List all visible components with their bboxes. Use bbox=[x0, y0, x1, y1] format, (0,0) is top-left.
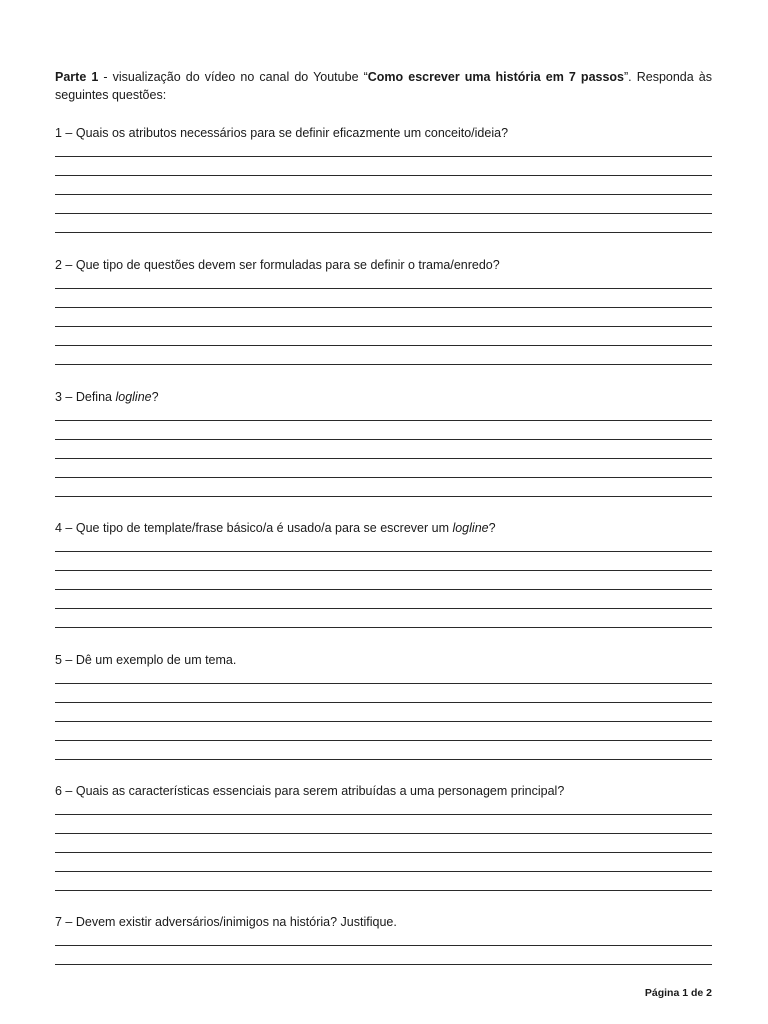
question-5 bbox=[55, 652, 712, 668]
question-2-prefix: 2 – Que tipo de questões devem ser formuladas para se definir o trama/enredo? bbox=[55, 258, 500, 272]
answer-line[interactable] bbox=[55, 175, 712, 176]
answer-line[interactable] bbox=[55, 589, 712, 590]
answer-line[interactable] bbox=[55, 213, 712, 214]
question-1-prefix: 1 – Quais os atributos necessários para se definir eficazmente um conceito/ideia? bbox=[55, 126, 509, 140]
answer-line[interactable] bbox=[55, 627, 712, 628]
question-7 bbox=[55, 914, 712, 930]
answer-line[interactable] bbox=[55, 288, 712, 289]
answer-line[interactable] bbox=[55, 740, 712, 741]
question-3-suffix: ? bbox=[151, 390, 159, 404]
answer-line[interactable] bbox=[55, 551, 712, 552]
answer-line[interactable] bbox=[55, 759, 712, 760]
answer-line[interactable] bbox=[55, 458, 712, 459]
intro-text-after: ”. Responda às seguintes questões: bbox=[55, 70, 712, 102]
answer-line[interactable] bbox=[55, 232, 712, 233]
question-4-suffix: ? bbox=[488, 521, 496, 535]
question-3-italic: logline bbox=[115, 390, 152, 404]
question-1 bbox=[55, 125, 712, 141]
question-3-prefix: 3 – Defina bbox=[55, 390, 116, 404]
answer-line[interactable] bbox=[55, 683, 712, 684]
answer-line[interactable] bbox=[55, 871, 712, 872]
question-3 bbox=[55, 389, 712, 405]
answer-line[interactable] bbox=[55, 608, 712, 609]
answer-line[interactable] bbox=[55, 890, 712, 891]
answer-line[interactable] bbox=[55, 570, 712, 571]
answer-line[interactable] bbox=[55, 852, 712, 853]
part-label: Parte 1 bbox=[55, 70, 99, 84]
video-title: Como escrever uma história em 7 passos bbox=[367, 70, 625, 84]
answer-line[interactable] bbox=[55, 702, 712, 703]
answer-line[interactable] bbox=[55, 964, 712, 965]
question-6-prefix: 6 – Quais as características essenciais para serem atribuídas a uma personagem principal? bbox=[55, 784, 565, 798]
question-4-prefix: 4 – Que tipo de template/frase básico/a é usado/a para se escrever um bbox=[55, 521, 453, 535]
question-2 bbox=[55, 257, 712, 273]
answer-line[interactable] bbox=[55, 814, 712, 815]
answer-line[interactable] bbox=[55, 477, 712, 478]
answer-line[interactable] bbox=[55, 439, 712, 440]
answer-line[interactable] bbox=[55, 496, 712, 497]
page-number: Página 1 de 2 bbox=[644, 987, 712, 999]
question-6 bbox=[55, 783, 712, 799]
question-5-prefix: 5 – Dê um exemplo de um tema. bbox=[55, 653, 237, 667]
question-4-italic: logline bbox=[452, 521, 489, 535]
question-7-prefix: 7 – Devem existir adversários/inimigos na história? Justifique. bbox=[55, 915, 397, 929]
intro-text-before: - visualização do vídeo no canal do Youtube “ bbox=[98, 70, 368, 84]
intro-paragraph bbox=[55, 68, 712, 104]
answer-line[interactable] bbox=[55, 326, 712, 327]
answer-line[interactable] bbox=[55, 194, 712, 195]
answer-line[interactable] bbox=[55, 307, 712, 308]
answer-line[interactable] bbox=[55, 721, 712, 722]
question-4 bbox=[55, 520, 712, 536]
answer-line[interactable] bbox=[55, 833, 712, 834]
answer-line[interactable] bbox=[55, 156, 712, 157]
answer-line[interactable] bbox=[55, 364, 712, 365]
answer-line[interactable] bbox=[55, 420, 712, 421]
answer-line[interactable] bbox=[55, 345, 712, 346]
answer-line[interactable] bbox=[55, 945, 712, 946]
